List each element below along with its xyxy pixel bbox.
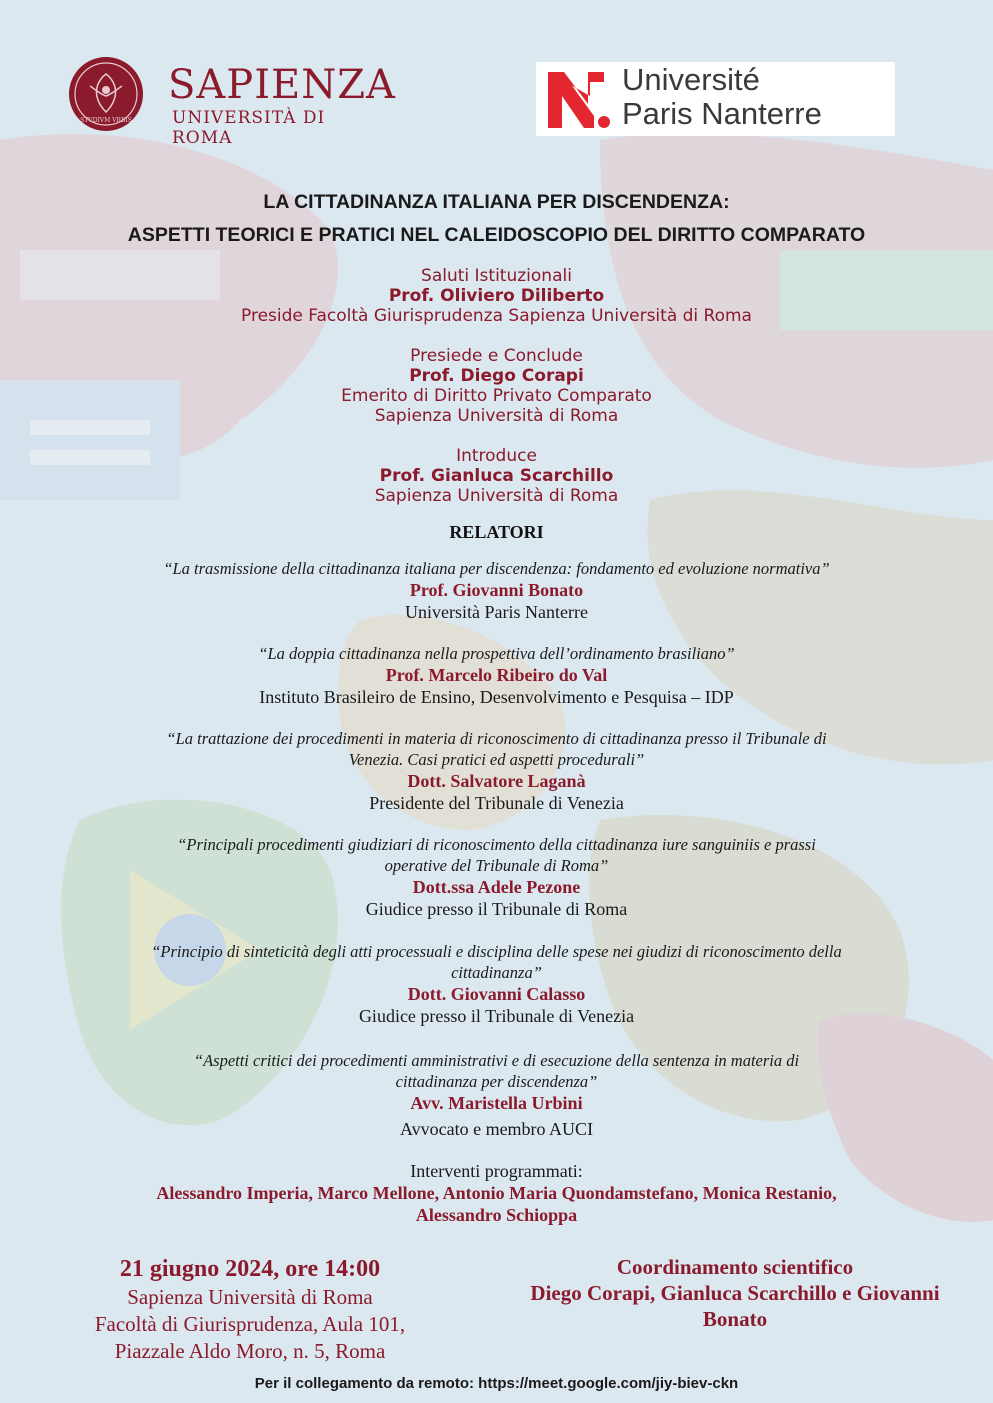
talk-title: “La trasmissione della cittadinanza italiana per discendenza: fondamento ed evoluzione normativa”: [163, 559, 830, 578]
saluti-name: Prof. Oliviero Diliberto: [388, 286, 605, 306]
introduce-name: Prof. Gianluca Scarchillo: [379, 466, 614, 486]
talk-affiliation: Avvocato e membro AUCI: [399, 1119, 594, 1139]
svg-text:STVDIVM VRBIS: STVDIVM VRBIS: [80, 117, 132, 124]
talk-title-line2: operative del Tribunale di Roma”: [384, 856, 609, 875]
interventi-names-line1: Alessandro Imperia, Marco Mellone, Antonio Maria Quondamstefano, Monica Restanio,: [156, 1183, 837, 1203]
presiede-affiliation2: Sapienza Università di Roma: [374, 406, 619, 426]
talk-5: [0, 941, 993, 1027]
sapienza-seal-icon: [68, 56, 144, 132]
talk-speaker: Dott. Salvatore Laganà: [407, 771, 586, 791]
interventi-names-line2: Alessandro Schioppa: [415, 1205, 578, 1225]
sapienza-subtitle: UNIVERSITÀ DI ROMA: [172, 108, 326, 148]
relatori-heading: RELATORI: [449, 522, 544, 542]
presiede-name: Prof. Diego Corapi: [409, 366, 584, 386]
talk-title-line2: Venezia. Casi pratici ed aspetti procedurali”: [348, 750, 645, 769]
introduce-block: [0, 446, 993, 506]
introduce-role: Introduce: [456, 446, 537, 466]
talk-speaker: Dott.ssa Adele Pezone: [412, 877, 581, 897]
remote-link-line: [0, 1375, 993, 1392]
talk-title-line2: cittadinanza per discendenza”: [395, 1072, 598, 1091]
nanterre-n-logo-icon: [544, 66, 612, 132]
sapienza-name: SAPIENZA: [168, 62, 396, 108]
meet-link[interactable]: https://meet.google.com/jiy-biev-ckn: [478, 1375, 739, 1392]
nanterre-line1: Université: [622, 62, 760, 97]
saluti-role: Saluti Istituzionali: [421, 266, 572, 286]
interventi-heading: Interventi programmati:: [410, 1161, 583, 1181]
sapienza-logo: [68, 56, 396, 148]
event-details: [40, 1254, 460, 1365]
talk-affiliation: Giudice presso il Tribunale di Roma: [365, 899, 628, 919]
coordinamento-names-line1: Diego Corapi, Gianluca Scarchillo e Giovanni: [530, 1281, 940, 1305]
nanterre-line2: Paris Nanterre: [622, 96, 822, 131]
talk-1: [0, 558, 993, 623]
interventi-block: [0, 1160, 993, 1226]
remote-label: Per il collegamento da remoto:: [254, 1375, 474, 1392]
talk-affiliation: Università Paris Nanterre: [405, 602, 588, 622]
talk-title-line1: “Principali procedimenti giudiziari di riconoscimento della cittadinanza iure sanguiniis e prassi: [177, 835, 816, 854]
event-date: 21 giugno 2024, ore 14:00: [119, 1256, 381, 1282]
talk-3: [0, 728, 993, 814]
talk-title-line2: cittadinanza”: [451, 963, 542, 982]
talk-title-line1: “Aspetti critici dei procedimenti amministrativi e di esecuzione della sentenza in materia di: [193, 1051, 800, 1070]
talk-6: [0, 1050, 993, 1140]
talk-title: “La doppia cittadinanza nella prospettiva dell’ordinamento brasiliano”: [258, 644, 735, 663]
paris-nanterre-logo: [536, 62, 895, 136]
talk-affiliation: Instituto Brasileiro de Ensino, Desenvolvimento e Pesquisa – IDP: [259, 687, 734, 707]
talk-speaker: Prof. Marcelo Ribeiro do Val: [385, 665, 608, 685]
talk-2: [0, 643, 993, 708]
presiede-role: Presiede e Conclude: [410, 346, 583, 366]
title-line2: ASPETTI TEORICI E PRATICI NEL CALEIDOSCOPIO DEL DIRITTO COMPARATO: [127, 224, 866, 246]
saluti-block: [0, 266, 993, 326]
presiede-block: [0, 346, 993, 426]
event-place-line1: Sapienza Università di Roma: [127, 1285, 373, 1309]
saluti-affiliation: Preside Facoltà Giurisprudenza Sapienza Università di Roma: [241, 306, 752, 326]
introduce-affiliation: Sapienza Università di Roma: [374, 486, 619, 506]
talk-title-line1: “La trattazione dei procedimenti in materia di riconoscimento di cittadinanza presso il Tribunale di: [166, 729, 827, 748]
talk-speaker: Prof. Giovanni Bonato: [409, 580, 584, 600]
title-line1: LA CITTADINANZA ITALIANA PER DISCENDENZA:: [263, 191, 730, 213]
event-place-line3: Piazzale Aldo Moro, n. 5, Roma: [114, 1339, 386, 1363]
presiede-affiliation1: Emerito di Diritto Privato Comparato: [341, 386, 652, 406]
event-place-line2: Facoltà di Giurisprudenza, Aula 101,: [94, 1312, 406, 1336]
talk-speaker: Avv. Maristella Urbini: [410, 1093, 583, 1113]
coordinamento-block: [490, 1254, 980, 1332]
coordinamento-heading: Coordinamento scientifico: [616, 1255, 854, 1279]
talk-title-line1: “Principio di sinteticità degli atti processuali e disciplina delle spese nei giudizi di riconoscimento della: [151, 942, 842, 961]
coordinamento-names-line2: Bonato: [702, 1307, 768, 1331]
talk-affiliation: Giudice presso il Tribunale di Venezia: [358, 1006, 635, 1026]
talk-4: [0, 834, 993, 920]
talk-speaker: Dott. Giovanni Calasso: [407, 984, 586, 1004]
talk-affiliation: Presidente del Tribunale di Venezia: [369, 793, 624, 813]
conference-title: [0, 186, 993, 252]
